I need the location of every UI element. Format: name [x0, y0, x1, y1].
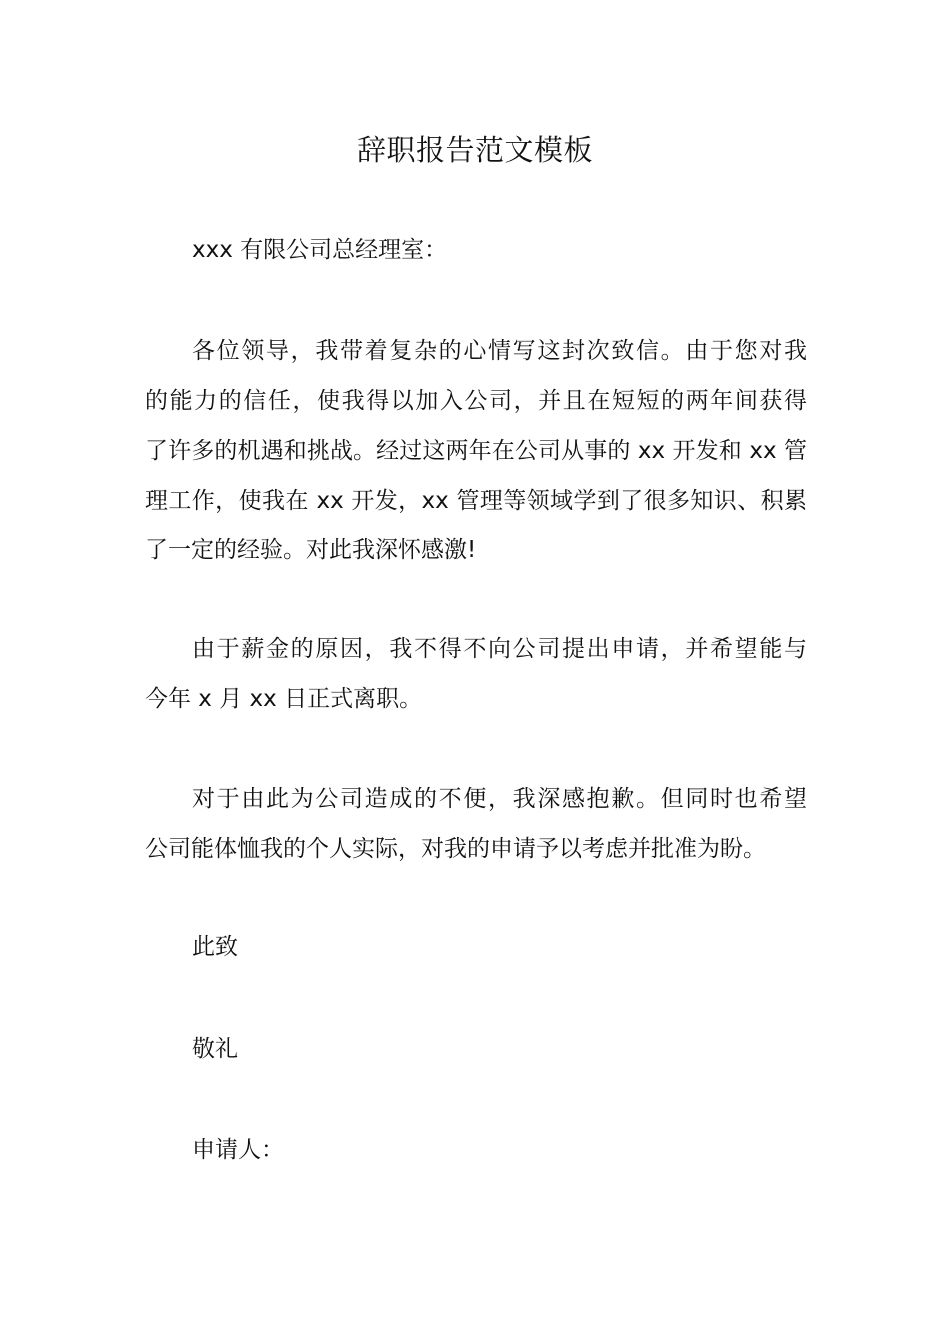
paragraph-line: 各位领导，我带着复杂的心情写这封次致信。由于您对我	[192, 338, 807, 364]
paragraph-line: 由于薪金的原因，我不得不向公司提出申请，并希望能与	[192, 636, 807, 662]
paragraph-line: 了许多的机遇和挑战。经过这两年在公司从事的 xx 开发和 xx 管	[145, 438, 807, 464]
paragraph-line: 对于由此为公司造成的不便，我深感抱歉。但同时也希望	[192, 786, 807, 812]
closing-salutation: 此致	[192, 934, 238, 960]
applicant-label: 申请人：	[192, 1137, 284, 1163]
closing-regards: 敬礼	[192, 1036, 238, 1062]
document-title: 辞职报告范文模板	[356, 133, 593, 167]
paragraph-line: 公司能体恤我的个人实际，对我的申请予以考虑并批准为盼。	[145, 836, 766, 862]
paragraph-line: 理工作，使我在 xx 开发，xx 管理等领域学到了很多知识、积累	[145, 488, 807, 514]
addressee: xxx 有限公司总经理室：	[192, 237, 448, 263]
paragraph-line: 了一定的经验。对此我深怀感激!	[145, 537, 477, 563]
paragraph-line: 的能力的信任，使我得以加入公司，并且在短短的两年间获得	[145, 388, 807, 414]
paragraph-line: 今年 x 月 xx 日正式离职。	[145, 686, 423, 712]
